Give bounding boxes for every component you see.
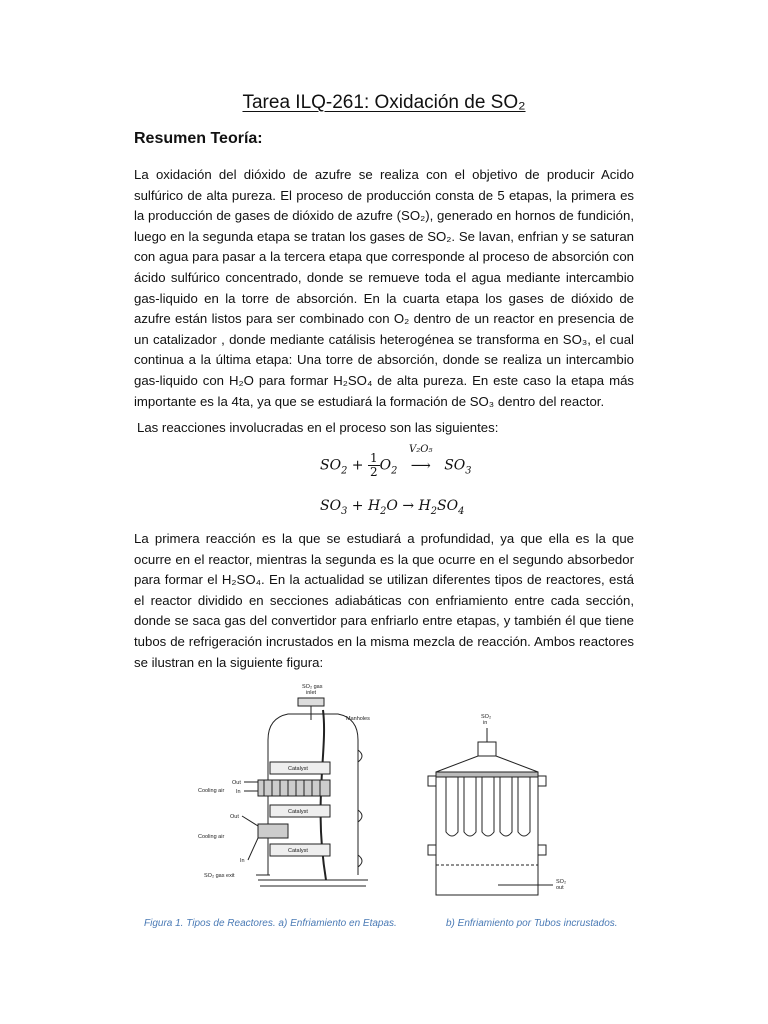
equation-absorption: [320, 498, 464, 517]
eq2-c2-sub: 4: [458, 505, 465, 517]
eq1-rhs-sub: 3: [465, 465, 472, 477]
right-in-label-1: SO₂: [481, 714, 492, 720]
eq1-catalyst: V₂O₅: [409, 443, 433, 455]
eq1-lhs2: O: [379, 457, 392, 474]
eq1-plus: +: [351, 457, 364, 474]
section-heading: Resumen Teoría:: [134, 130, 263, 147]
eq1-frac-den: 2: [369, 465, 378, 479]
left-catalyst-label-3: Catalyst: [288, 848, 308, 854]
long-arrow-icon: ⟶: [410, 457, 431, 474]
left-cooling-air-1: Cooling air: [198, 788, 225, 794]
reactor-figure: [198, 680, 588, 908]
paragraph-intro: La oxidación del dióxido de azufre se realiza con el objetivo de producir Acido sulfúrico de alta pureza. El proceso de producción consta de 5 etapas, la primera es la producción de gases de dióxido de azufre (SO₂), generado en hornos de fundición, luego en la segunda etapa se tratan los gases de SO₂. Se lavan, enfrian y se saturan con agua para pasar a la tercera etapa que corresponde al proceso de absorción con ácido sulfúrico concentrado, donde se remueve toda el agua mediante intercambio gas-liquido en la torre de absorción. En la cuarta etapa los gases de dióxido de azufre están listos para ser combinado con O₂ dentro de un reactor en presencia de un catalizador , donde mediante catálisis heterogénea se transforma en SO₃, el cual continua a la última etapa: Una torre de absorción, donde se realiza un intercambio gas-liquido con H₂O para formar H₂SO₄ de alta pureza. En este caso la etapa más importante es la 4ta, ya que se estudiará la formación de SO₃ dentro del reactor.: [134, 167, 634, 409]
document-title: Tarea ILQ-261: Oxidación de SO₂: [242, 92, 526, 113]
eq2-c-sub: 2: [430, 505, 437, 517]
eq2-a: SO: [320, 498, 342, 514]
paragraph-reactors: La primera reacción es la que se estudiará a profundidad, ya que ella es la que ocurre en el reactor, mientras la segunda es la que ocurre en el segundo absorbedor para formar el H₂SO₄. En la actualidad se utilizan diferentes tipos de reactores, está el reactor dividido en secciones adiabáticas con enfriamiento entre cada sección, donde se saca gas del convertidor para enfriarlo entre etapas, y también él que tiene tubos de refrigeración incrustados en la misma mezcla de reacción. Ambos reactores se ilustran en la siguiente figura:: [134, 531, 634, 670]
tube-cooled-reactor-diagram: [428, 714, 566, 895]
left-catalyst-label-1: Catalyst: [288, 766, 308, 772]
figure-caption-b: b) Enfriamiento por Tubos incrustados.: [446, 918, 618, 929]
left-exit-label: SO₂ gas exit: [204, 873, 235, 879]
right-cooling-tubes: [446, 777, 530, 836]
left-out-label-2: Out: [230, 814, 239, 820]
eq1-lhs2-sub: 2: [391, 465, 398, 477]
eq2-arrow: →: [402, 498, 415, 514]
equation-oxidation: [320, 443, 472, 479]
right-out-label-2: out: [556, 885, 564, 891]
eq1-fraction: [368, 452, 380, 479]
eq2-b-sub: 2: [380, 505, 387, 517]
left-catalyst-label-2: Catalyst: [288, 809, 308, 815]
eq1-rhs: SO: [444, 457, 466, 474]
figure-caption-a: Figura 1. Tipos de Reactores. a) Enfriamiento en Etapas.: [144, 918, 397, 929]
left-heat-exchanger-1: [258, 780, 330, 796]
right-out-label-1: SO₂: [556, 879, 567, 885]
eq1-arrow: [402, 443, 440, 474]
left-cooling-air-2: Cooling air: [198, 834, 225, 840]
left-inlet-label-2: inlet: [306, 690, 317, 696]
right-in-label-2: in: [483, 720, 488, 726]
eq1-frac-num: 1: [369, 451, 378, 465]
eq1-lhs1: SO: [320, 457, 342, 474]
eq2-b: H: [367, 498, 381, 514]
left-in-label-1: In: [236, 789, 241, 795]
left-out-label-1: Out: [232, 780, 241, 786]
eq2-c2: SO: [436, 498, 459, 514]
eq2-c: H: [418, 498, 431, 514]
left-heat-exchanger-2: [258, 824, 288, 838]
left-inlet-label-1: SO₂ gas: [302, 684, 323, 690]
reactions-intro: Las reacciones involucradas en el proceso son las siguientes:: [137, 420, 499, 435]
left-in-label-2: In: [240, 858, 245, 864]
eq2-plus: +: [351, 498, 364, 514]
left-manholes-label: Manholes: [346, 716, 370, 722]
eq2-a-sub: 3: [341, 505, 348, 517]
eq1-lhs1-sub: 2: [341, 465, 348, 477]
staged-reactor-diagram: [198, 684, 370, 886]
eq2-b2: O: [386, 498, 398, 514]
